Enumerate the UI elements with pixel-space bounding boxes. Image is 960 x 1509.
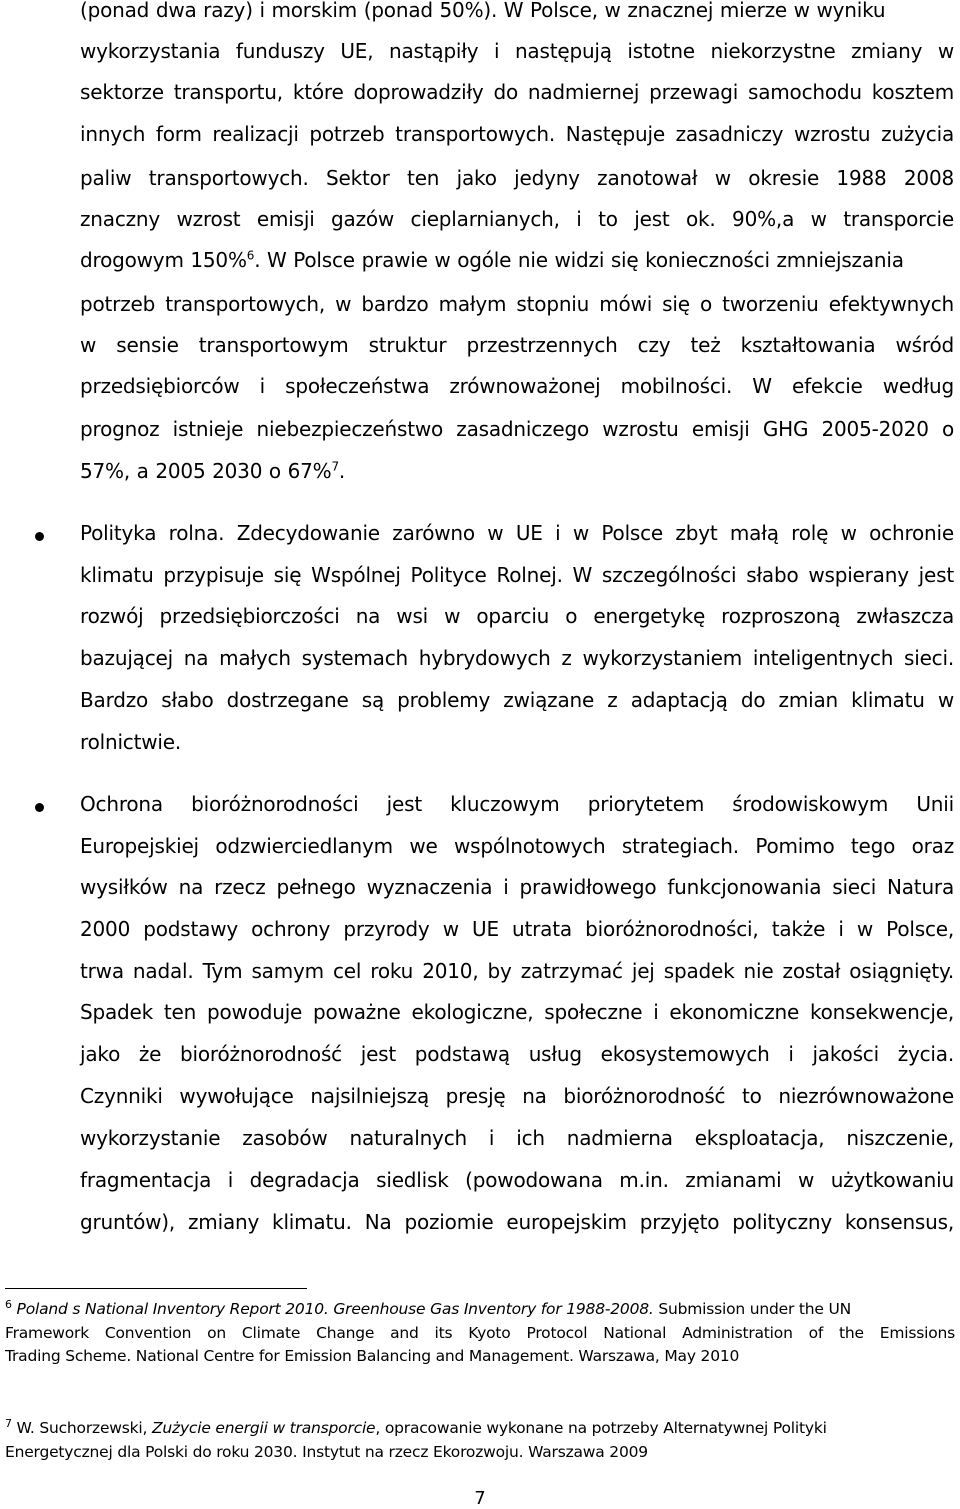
text-line: fragmentacja i degradacja siedlisk (powodowana m.in. zmianami w użytkowaniu (80, 1168, 954, 1192)
text-line: klimatu przypisuje się Wspólnej Polityce Rolnej. W szczególności słabo wspierany jest (80, 563, 954, 587)
text-line: wysiłków na rzecz pełnego wyznaczenia i prawidłowego funkcjonowania sieci Natura (80, 875, 954, 899)
footnote-ref-7: 7 (331, 459, 339, 474)
footnote-line (5, 1297, 851, 1318)
text-segment: . (338, 459, 346, 483)
text-line: gruntów), zmiany klimatu. Na poziomie europejskim przyjęto polityczny konsensus, (80, 1210, 954, 1234)
text-line: jako że bioróżnorodność jest podstawą usług ekosystemowych i jakości życia. (80, 1042, 954, 1066)
text-line-with-footnote (80, 248, 904, 272)
text-line: Spadek ten powoduje poważne ekologiczne, społeczne i ekonomiczne konsekwencje, (80, 1000, 954, 1024)
text-line: przedsiębiorców i społeczeństwa zrównoważonej mobilności. W efekcie według (80, 374, 954, 398)
footnote-ref-6: 6 (246, 248, 255, 263)
text-line: wykorzystania funduszy UE, nastąpiły i następują istotne niekorzystne zmiany w (80, 39, 954, 63)
text-line: rolnictwie. (80, 730, 182, 754)
footnote-title: Poland s National Inventory Report 2010. Greenhouse Gas Inventory for 1988-2008. (16, 1300, 654, 1318)
text-line: wykorzystanie zasobów naturalnych i ich nadmierna eksploatacja, niszczenie, (80, 1126, 954, 1150)
footnote-number: 6 (5, 1297, 12, 1311)
text-line: znaczny wzrost emisji gazów cieplarnianych, i to jest ok. 90%,a w transporcie (80, 207, 954, 231)
text-line: Ochrona bioróżnorodności jest kluczowym priorytetem środowiskowym Unii (80, 792, 954, 816)
footnote-number: 7 (5, 1416, 12, 1430)
text-line: trwa nadal. Tym samym cel roku 2010, by zatrzymać jej spadek nie został osiągnięty. (80, 959, 954, 983)
footnote-line: Framework Convention on Climate Change and its Kyoto Protocol National Administration of the Emissions (5, 1324, 955, 1342)
text-line: w sensie transportowym struktur przestrzennych czy też kształtowania wśród (80, 333, 954, 357)
text-line: prognoz istnieje niebezpieczeństwo zasadniczego wzrostu emisji GHG 2005-2020 o (80, 417, 954, 441)
footnote-separator (5, 1288, 307, 1289)
text-segment: 57%, a 2005 2030 o 67% (80, 459, 332, 483)
footnote-text: Submission under the UN (653, 1300, 851, 1318)
bullet-icon (35, 532, 44, 541)
footnote-text: , opracowanie wykonane na potrzeby Alternatywnej Polityki (375, 1419, 827, 1437)
text-line: rozwój przedsiębiorczości na wsi w oparciu o energetykę rozproszoną zwłaszcza (80, 604, 954, 628)
text-line: Europejskiej odzwierciedlanym we wspólnotowych strategiach. Pomimo tego oraz (80, 834, 954, 858)
footnote-line: Energetycznej dla Polski do roku 2030. Instytut na rzecz Ekorozwoju. Warszawa 2009 (5, 1443, 648, 1461)
text-line: bazującej na małych systemach hybrydowych z wykorzystaniem inteligentnych sieci. (80, 646, 954, 670)
footnote-line: Trading Scheme. National Centre for Emission Balancing and Management. Warszawa, May 2010 (5, 1347, 740, 1365)
text-line: Bardzo słabo dostrzegane są problemy związane z adaptacją do zmian klimatu w (80, 688, 954, 712)
text-line: Czynniki wywołujące najsilniejszą presję na bioróżnorodność to niezrównoważone (80, 1084, 954, 1108)
bullet-icon (35, 803, 44, 812)
footnote-line (5, 1416, 827, 1437)
text-line: Polityka rolna. Zdecydowanie zarówno w UE i w Polsce zbyt małą rolę w ochronie (80, 521, 954, 545)
footnote-author: W. Suchorzewski, (16, 1419, 152, 1437)
text-line: potrzeb transportowych, w bardzo małym stopniu mówi się o tworzeniu efektywnych (80, 292, 954, 316)
text-segment: drogowym 150% (80, 248, 247, 272)
text-segment: . W Polsce prawie w ogóle nie widzi się konieczności zmniejszania (254, 248, 904, 272)
footnote-title: Zużycie energii w transporcie (151, 1419, 376, 1437)
text-line-with-footnote (80, 459, 345, 483)
text-line: sektorze transportu, które doprowadziły do nadmiernej przewagi samochodu kosztem (80, 80, 954, 104)
text-line: paliw transportowych. Sektor ten jako jedyny zanotował w okresie 1988 2008 (80, 166, 954, 190)
text-line: (ponad dwa razy) i morskim (ponad 50%). W Polsce, w znacznej mierze w wyniku (80, 0, 886, 22)
text-line: innych form realizacji potrzeb transportowych. Następuje zasadniczy wzrostu zużycia (80, 122, 954, 146)
page-number: 7 (474, 1488, 486, 1509)
text-line: 2000 podstawy ochrony przyrody w UE utrata bioróżnorodności, także i w Polsce, (80, 917, 954, 941)
